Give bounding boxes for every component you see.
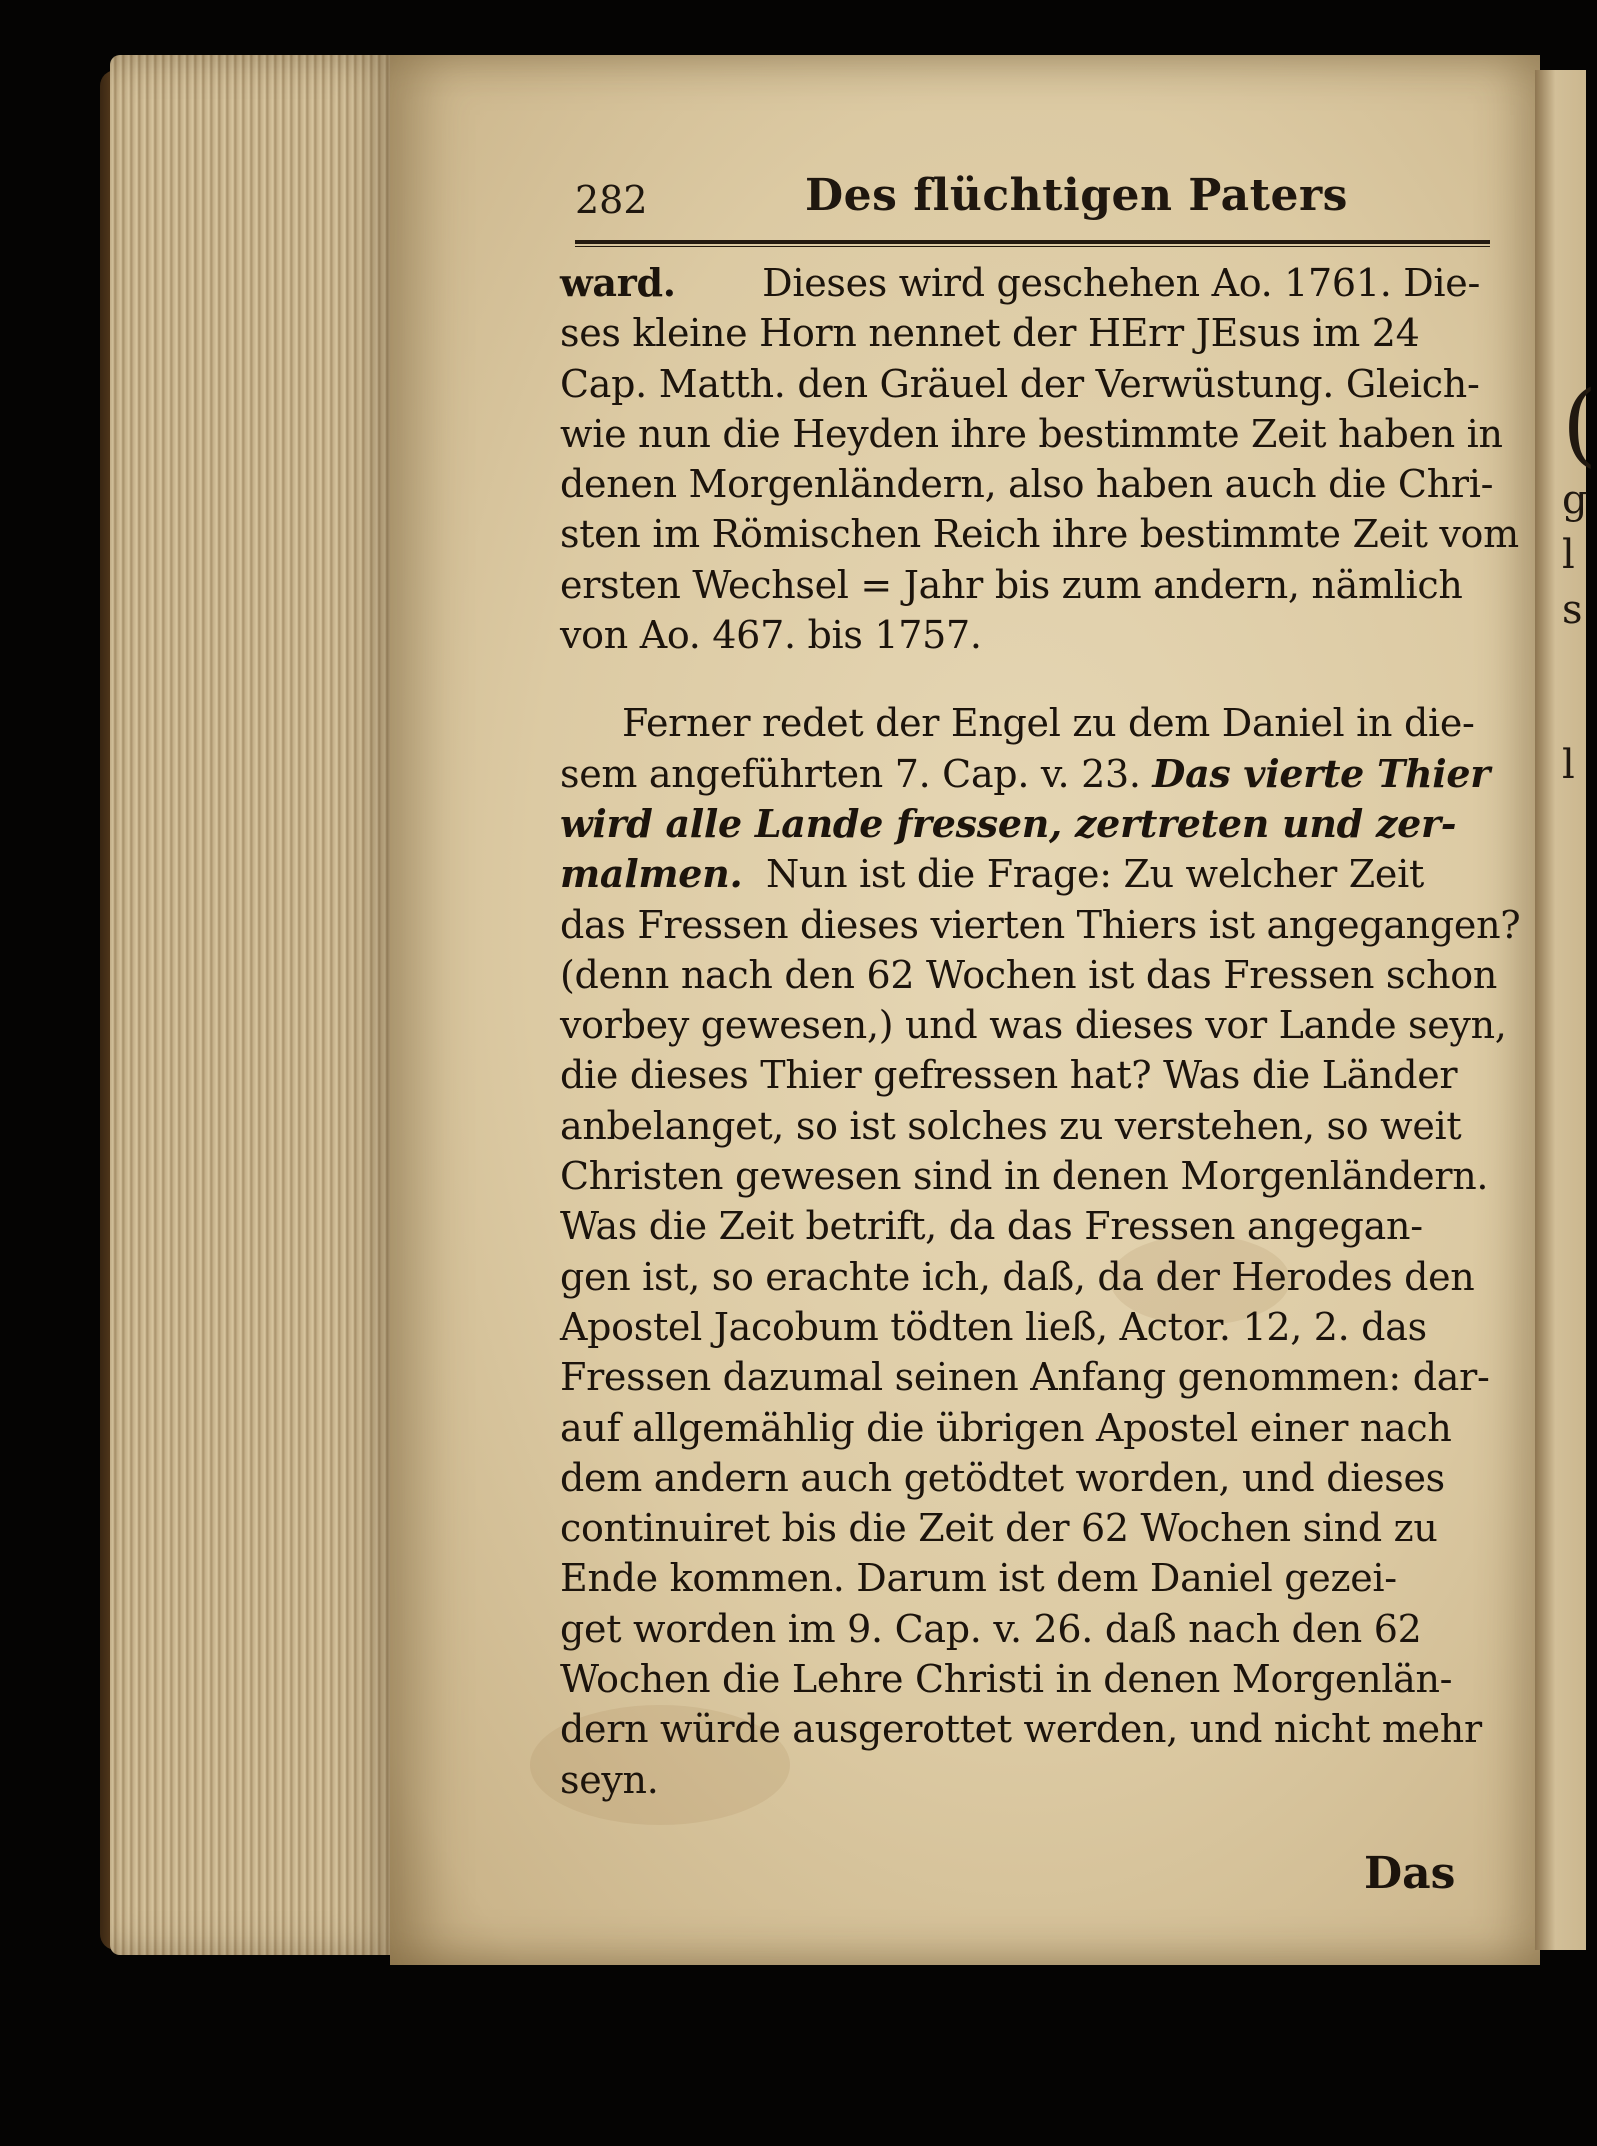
catchword: Das	[1364, 1848, 1456, 1899]
text-line: Ende kommen. Darum ist dem Daniel gezei-	[560, 1556, 1397, 1601]
text-line: auf allgemählig die übrigen Apostel einer nach	[560, 1405, 1452, 1450]
text-line: ses kleine Horn nennet der HErr JEsus im 24	[560, 311, 1420, 356]
text-line	[560, 749, 1491, 799]
running-title: Des flüchtigen Paters	[805, 170, 1348, 221]
page-header	[575, 170, 1485, 234]
facing-page	[1535, 70, 1586, 1950]
text-line: Apostel Jacobum tödten ließ, Actor. 12, 2. das	[560, 1304, 1427, 1349]
text-line: sten im Römischen Reich ihre bestimmte Zeit vom	[560, 512, 1519, 557]
emphasized-text-line: wird alle Lande fressen, zertreten und zer-	[560, 800, 1457, 846]
text-line: die dieses Thier gefressen hat? Was die Länder	[560, 1053, 1458, 1098]
text-line: dem andern auch getödtet worden, und dieses	[560, 1455, 1445, 1500]
emphasized-text: Das vierte Thier	[1152, 750, 1491, 796]
text-run: Dieses wird geschehen Ao. 1761. Die-	[762, 261, 1480, 305]
emphasized-text: malmen.	[560, 851, 743, 897]
text-line: vorbey gewesen,) und was dieses vor Lande seyn,	[560, 1003, 1507, 1048]
text-line: dern würde ausgerottet werden, und nicht mehr	[560, 1707, 1482, 1752]
text-line	[560, 849, 1480, 899]
text-line: (denn nach den 62 Wochen ist das Fressen schon	[560, 952, 1498, 997]
body-text	[560, 258, 1521, 1805]
text-line	[560, 258, 1480, 308]
text-line: anbelanget, so ist solches zu verstehen, so weit	[560, 1103, 1462, 1148]
text-line: Cap. Matth. den Gräuel der Verwüstung. Gleich-	[560, 361, 1480, 406]
facing-page-glyph: g	[1562, 477, 1588, 523]
facing-page-glyph: (	[1562, 372, 1597, 477]
facing-page-glyph: s	[1562, 587, 1583, 633]
text-line: denen Morgenländern, also haben auch die Chri-	[560, 462, 1494, 507]
text-run: sem angeführten 7. Cap. v. 23.	[560, 751, 1141, 796]
facing-page-glyph: l	[1562, 532, 1575, 578]
text-line: ersten Wechsel = Jahr bis zum andern, nämlich	[560, 562, 1463, 607]
text-line: wie nun die Heyden ihre bestimmte Zeit haben in	[560, 411, 1503, 456]
header-rule	[575, 240, 1490, 247]
text-line: Ferner redet der Engel zu dem Daniel in die-	[622, 701, 1475, 746]
text-line: seyn.	[560, 1757, 659, 1802]
text-line: Christen gewesen sind in denen Morgenländern.	[560, 1154, 1489, 1199]
text-run: Nun ist die Frage: Zu welcher Zeit	[765, 852, 1424, 897]
text-line: Fressen dazumal seinen Anfang genommen: dar-	[560, 1355, 1490, 1400]
text-line: get worden im 9. Cap. v. 26. daß nach den 62	[560, 1606, 1422, 1651]
text-line: Was die Zeit betrift, da das Fressen angegan-	[560, 1204, 1423, 1249]
page-number: 282	[575, 178, 648, 222]
facing-page-glyph: l	[1562, 742, 1575, 788]
text-line: das Fressen dieses vierten Thiers ist angegangen?	[560, 902, 1521, 947]
text-line: gen ist, so erachte ich, daß, da der Herodes den	[560, 1254, 1475, 1299]
text-line: continuiret bis die Zeit der 62 Wochen sind zu	[560, 1506, 1438, 1551]
paragraph-gap	[560, 660, 1480, 698]
text-line: von Ao. 467. bis 1757.	[560, 613, 982, 658]
text-line: Wochen die Lehre Christi in denen Morgenlän-	[560, 1657, 1453, 1702]
text-run: ward.	[560, 260, 676, 305]
page-edges	[110, 55, 400, 1955]
